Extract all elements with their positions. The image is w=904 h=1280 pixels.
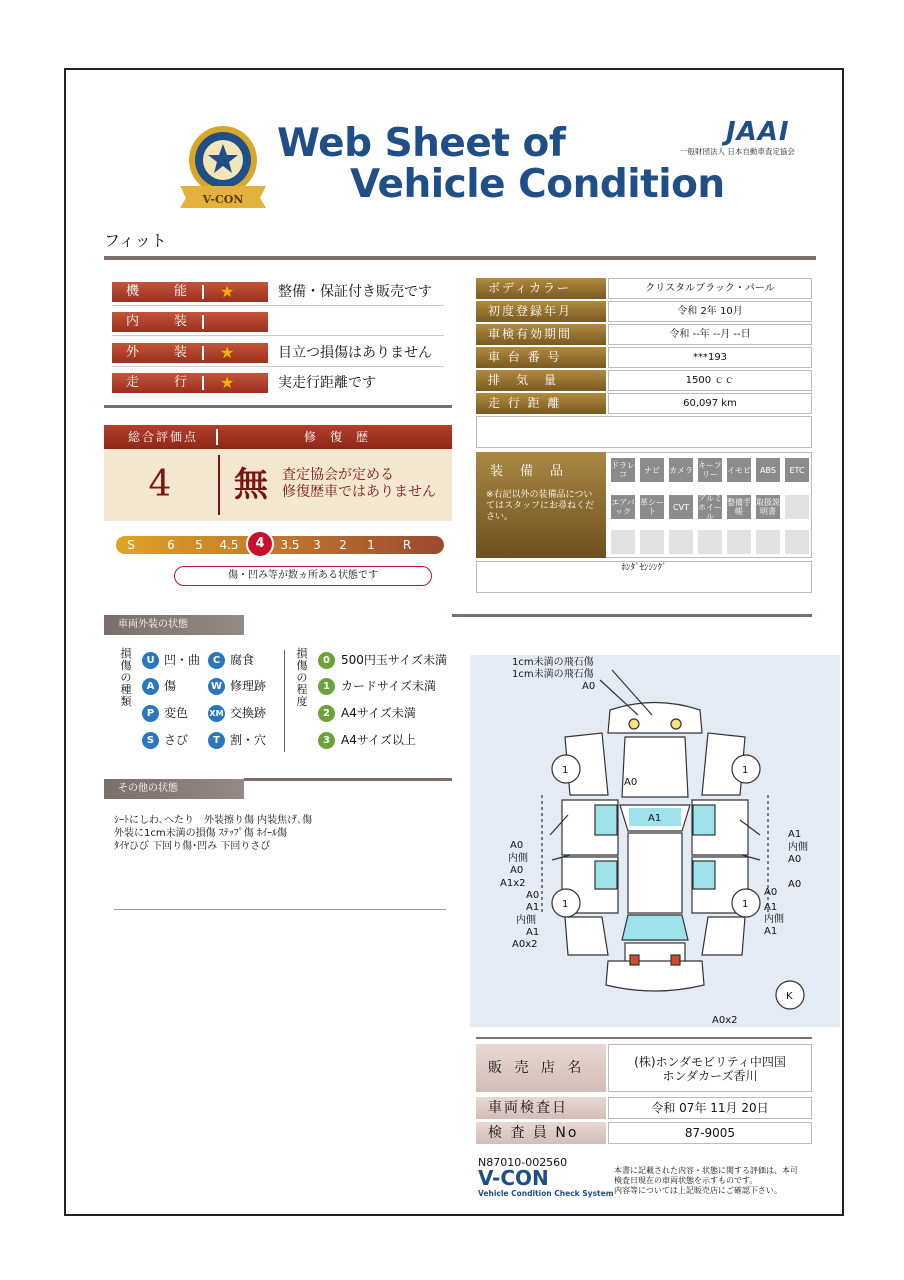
diagram-left-rear-5: A0x2 (512, 939, 538, 950)
diagram-right-rear-4: A1 (764, 926, 778, 937)
info-value-first-registration: 令和 2年 10月 (608, 301, 812, 322)
footer-code: N87010-002560 (478, 1156, 568, 1169)
diagram-note-2: 1cm未満の飛石傷 (512, 669, 594, 680)
legend-code-xm: XM (208, 705, 225, 722)
other-rule (244, 778, 452, 781)
dealer-date-value: 令和 07年 11月 20日 (608, 1097, 812, 1119)
equip-immobilizer: イモビ (727, 458, 751, 482)
wheel-label-3: 1 (562, 899, 569, 910)
other-line-2: 外装に1cm未満の損傷 ｽﾃｯﾌﾟ傷 ﾎｲｰﾙ傷 (114, 828, 287, 839)
legend-text: 修理跡 (230, 679, 267, 693)
scale-note: 傷・凹み等が数ヵ所ある状態です (174, 566, 432, 586)
section-rule (452, 614, 812, 617)
rating-label-interior: 内 装 (112, 312, 268, 332)
diagram-right-4: A0 (788, 879, 802, 890)
jaai-logo: JAAI (726, 117, 790, 147)
diagram-hood: A0 (624, 777, 638, 788)
legend-text: 割・穴 (230, 733, 267, 747)
scale-item: 3.5 (280, 538, 300, 552)
equip-etc: ETC (785, 458, 809, 482)
rating-text-mileage: 実走行距離です (278, 375, 376, 391)
info-label: ボディカラー (476, 278, 606, 299)
equip-keyfree: キーフリー (698, 458, 722, 482)
other-line-3: ﾀｲﾔひび 下回り傷･凹み 下回りさび (114, 841, 271, 852)
diagram-note-1: 1cm未満の飛石傷 (512, 657, 594, 668)
dealer-rule (476, 1037, 812, 1039)
diagram-left-rear-1: A0 (526, 890, 540, 901)
kind-label: 損傷の種類 (120, 647, 132, 708)
evaluation-header: 総合評価点 修 復 歴 (104, 425, 452, 449)
diagram-left-rear-4: A1 (526, 927, 540, 938)
footer-vcon-sub: Vehicle Condition Check System (478, 1189, 614, 1198)
equip-empty (727, 530, 751, 554)
legend-code-a: A (142, 678, 159, 695)
section-tab-other: その他の状態 (104, 779, 244, 799)
footer-disclaimer-2: 検査日現在の車両状態を示すものです。 (614, 1176, 758, 1185)
diagram-left-1: A0 (510, 840, 524, 851)
scale-item: 5 (195, 538, 203, 552)
equip-empty (756, 530, 780, 554)
degree-text: A4サイズ以上 (341, 733, 416, 747)
diagram-right-rear-1: A0 (764, 887, 778, 898)
diagram-left-rear-3: 内側 (516, 915, 536, 926)
vehicle-damage-diagram (470, 655, 840, 1027)
info-value-displacement: 1500 ｃｃ (608, 370, 812, 391)
rating-label-function: 機 能 ★ (112, 282, 268, 302)
equip-cvt: CVT (669, 495, 693, 519)
degree-text: カードサイズ未満 (341, 679, 437, 693)
degree-code-1: 1 (318, 678, 335, 695)
degree-code-3: 3 (318, 732, 335, 749)
dealer-shop-value: (株)ホンダモビリティ中四国 ホンダカーズ香川 (608, 1044, 812, 1092)
repair-text-1: 査定協会が定める (282, 467, 394, 483)
equip-empty (785, 530, 809, 554)
footer-disclaimer-3: 内容等については上記販売店にご確認下さい。 (614, 1186, 782, 1195)
diagram-left-2: 内側 (508, 853, 528, 864)
section-tab-exterior: 車両外装の状態 (104, 615, 244, 635)
rating-label-mileage: 走 行 ★ (112, 373, 268, 393)
diagram-left-3: A0 (510, 865, 524, 876)
legend-text: 凹・曲 (164, 653, 201, 667)
star-icon: ★ (220, 343, 235, 362)
info-value-chassis-number: ***193 (608, 347, 812, 368)
rating-label-exterior: 外 装 ★ (112, 343, 268, 363)
legend-text: 変色 (164, 706, 189, 720)
row-divider (112, 335, 444, 336)
info-label: 走 行 距 離 (476, 393, 606, 414)
equip-abs: ABS (756, 458, 780, 482)
info-label: 車 台 番 号 (476, 347, 606, 368)
scale-item: S (127, 538, 135, 552)
info-value-color: クリスタルブラック・パール (608, 278, 812, 299)
scale-item: R (402, 538, 412, 552)
scale-item: 4.5 (219, 538, 239, 552)
repair-text-2: 修復歴車ではありません (282, 484, 436, 500)
equip-leather: 革シート (640, 495, 664, 519)
diagram-rear: A0x2 (712, 1015, 738, 1026)
legend-code-c: C (208, 652, 225, 669)
scale-item: 3 (313, 538, 321, 552)
info-value-inspection-validity: 令和 --年 --月 --日 (608, 324, 812, 345)
equip-dashcam: ドラレコ (611, 458, 635, 482)
dealer-inspector-label: 検 査 員 No (476, 1122, 606, 1144)
equip-empty (698, 530, 722, 554)
header-rule (104, 256, 816, 260)
legend-divider (284, 650, 285, 752)
diagram-right-rear-2: A1 (764, 902, 778, 913)
extra-equipment: ﾎﾝﾀﾞｾﾝｼﾝｸﾞ (476, 561, 812, 593)
equip-manual: 取扱説明書 (756, 495, 780, 519)
info-label: 車検有効期間 (476, 324, 606, 345)
diagram-right-rear-3: 内側 (764, 914, 784, 925)
diagram-right-2: 内側 (788, 842, 808, 853)
scale-item: 1 (367, 538, 375, 552)
title-line-1: Web Sheet of (277, 121, 566, 166)
evaluation-body (104, 449, 452, 521)
legend-code-p: P (142, 705, 159, 722)
diagram-right-3: A0 (788, 854, 802, 865)
dealer-inspector-value: 87-9005 (608, 1122, 812, 1144)
ratings-rule (104, 405, 452, 408)
wheel-label-1: 1 (562, 765, 569, 776)
equip-empty (669, 530, 693, 554)
equip-airbag: エアバック (611, 495, 635, 519)
equip-maintenance-book: 整備手帳 (727, 495, 751, 519)
degree-label: 損傷の程度 (296, 647, 308, 708)
footer-vcon: V-CON (478, 1166, 549, 1190)
equip-camera: カメラ (669, 458, 693, 482)
info-value-mileage: 60,097 km (608, 393, 812, 414)
diagram-left-4: A1x2 (500, 878, 526, 889)
diagram-note-3: A0 (582, 681, 596, 692)
star-icon: ★ (220, 373, 235, 392)
diagram-roof: A1 (648, 813, 662, 824)
wheel-label-4: 1 (742, 899, 749, 910)
legend-code-t: T (208, 732, 225, 749)
diagram-left-rear-2: A1 (526, 902, 540, 913)
degree-code-0: 0 (318, 652, 335, 669)
legend-code-s: S (142, 732, 159, 749)
equip-empty (640, 530, 664, 554)
scale-item: 6 (167, 538, 175, 552)
info-label: 初度登録年月 (476, 301, 606, 322)
equip-empty (785, 495, 809, 519)
footer-disclaimer-1: 本書に記載された内容・状態に関する評価は、本可 (614, 1166, 798, 1175)
dealer-date-label: 車両検査日 (476, 1097, 606, 1119)
wheel-label-2: 1 (742, 765, 749, 776)
overall-score: 4 (148, 464, 172, 505)
row-divider (112, 305, 444, 306)
legend-text: 交換跡 (230, 706, 267, 720)
diagram-right-1: A1 (788, 829, 802, 840)
other-line-1: ｼｰﾄにしわ､へたり 外装擦り傷 内装焦げ､傷 (114, 815, 313, 826)
legend-text: 腐食 (230, 653, 255, 667)
dealer-shop-label: 販 売 店 名 (476, 1044, 606, 1092)
info-blank-box (476, 416, 812, 448)
title-line-2: Vehicle Condition (350, 162, 725, 207)
rating-text-exterior: 目立つ損傷はありません (278, 345, 432, 361)
equip-alloy: アルミホイール (698, 493, 722, 521)
vcon-badge-icon (176, 124, 270, 208)
jaai-subtitle: 一般財団法人 日本自動車査定協会 (680, 147, 795, 156)
vcon-badge-text: V-CON (202, 193, 244, 206)
rating-text-function: 整備・保証付き販売です (278, 284, 432, 300)
info-label: 排 気 量 (476, 370, 606, 391)
car-name: フィット (104, 231, 167, 250)
legend-text: 傷 (164, 679, 177, 693)
scale-selected: 4 (246, 530, 274, 558)
legend-code-w: W (208, 678, 225, 695)
repair-mark: 無 (234, 465, 268, 505)
equip-navi: ナビ (640, 458, 664, 482)
equip-empty (611, 530, 635, 554)
equipment-label-panel: 装 備 品 ※右記以外の装備品についてはスタッフにお尋ねください。 (476, 452, 606, 558)
degree-text: A4サイズ未満 (341, 706, 416, 720)
degree-text: 500円玉サイズ未満 (341, 653, 447, 667)
degree-code-2: 2 (318, 705, 335, 722)
legend-code-u: U (142, 652, 159, 669)
diagram-k-mark: K (786, 991, 793, 1002)
row-divider (112, 366, 444, 367)
star-icon: ★ (220, 282, 235, 301)
legend-text: さび (164, 733, 189, 747)
other-underline (114, 909, 446, 910)
scale-item: 2 (339, 538, 347, 552)
